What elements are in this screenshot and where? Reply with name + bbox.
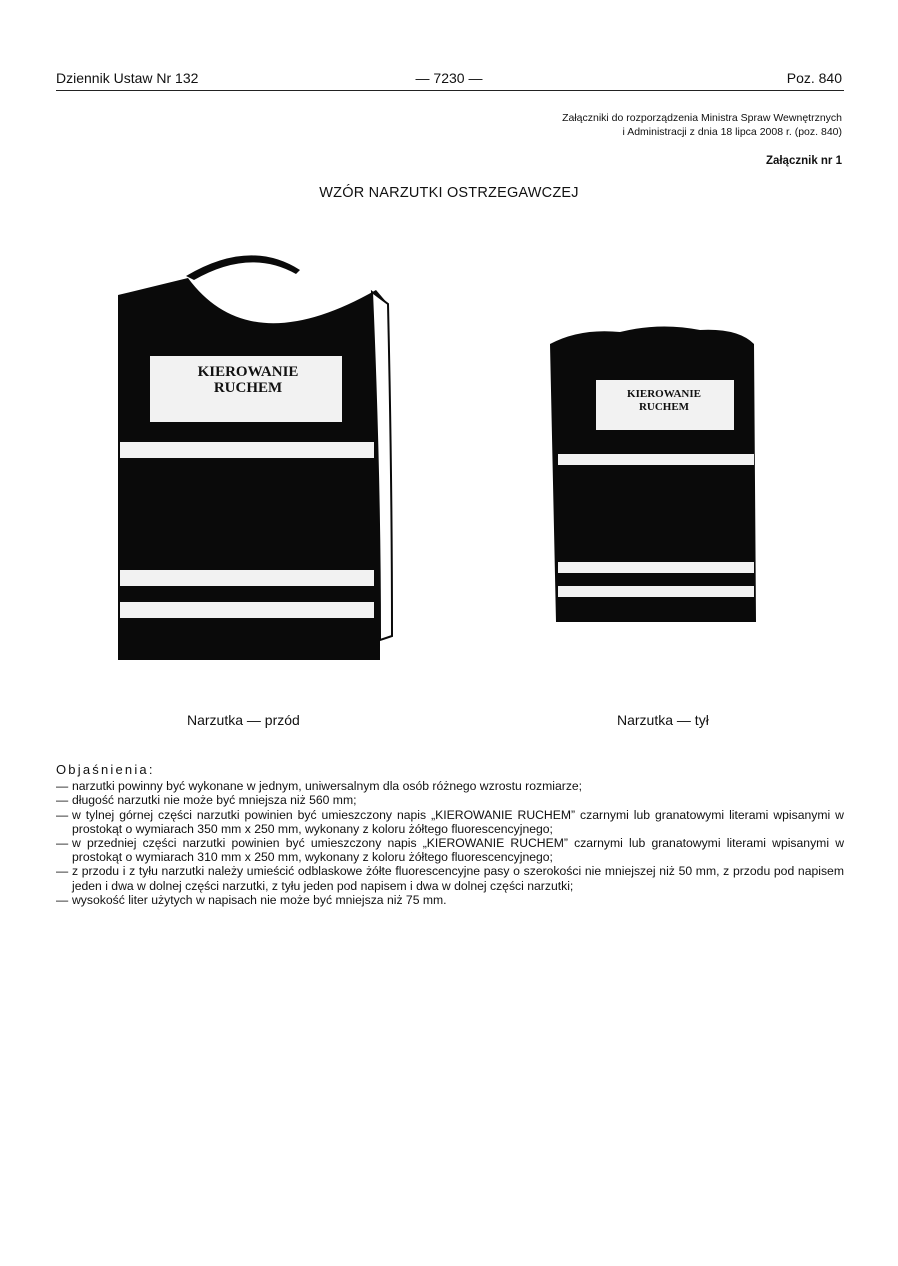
list-dash: — bbox=[56, 892, 69, 907]
explanations-heading: Objaśnienia: bbox=[56, 762, 155, 777]
list-item bbox=[56, 779, 844, 793]
explanations-section bbox=[56, 763, 844, 907]
explanations-list bbox=[56, 779, 844, 907]
list-dash: — bbox=[56, 793, 69, 808]
back-vest-caption: Narzutka — tył bbox=[617, 712, 709, 728]
list-item-text: wysokość liter użytych w napisach nie może być mniejsza niż 75 mm. bbox=[72, 892, 447, 907]
list-item-text: z przodu i z tyłu narzutki należy umieścić odblaskowe żółte fluorescencyjne pasy o szerokości nie mniejszej niż 50 mm, z przodu pod napisem jeden i dwa w dolnej części narzutki, z tyłu jeden pod napisem i dwa w dolnej części narzutki; bbox=[72, 864, 844, 893]
list-item-text: długość narzutki nie może być mniejsza niż 560 mm; bbox=[72, 793, 357, 808]
list-item bbox=[56, 836, 844, 864]
attachments-note-line-1: Załączniki do rozporządzenia Ministra Spraw Wewnętrznych bbox=[562, 112, 842, 124]
front-reflective-stripe-lower-1 bbox=[120, 570, 374, 586]
front-reflective-stripe-upper bbox=[120, 442, 374, 458]
page-number: — 7230 — bbox=[415, 70, 483, 86]
list-dash: — bbox=[56, 807, 69, 822]
list-item bbox=[56, 893, 844, 907]
list-item-text: narzutki powinny być wykonane w jednym, uniwersalnym dla osób różnego wzrostu rozmiarze; bbox=[72, 779, 583, 794]
attachments-note-line-2: i Administracji z dnia 18 lipca 2008 r. (poz. 840) bbox=[622, 125, 842, 138]
list-item bbox=[56, 864, 844, 892]
journal-title: Dziennik Ustaw Nr 132 bbox=[56, 70, 199, 86]
list-item bbox=[56, 808, 844, 836]
list-item-text: w tylnej górnej części narzutki powinien być umieszczony napis „KIEROWANIE RUCHEM” czarnymi lub granatowymi literami wpisanymi w prostokąt o wymiarach 350 mm x 250 mm, wykonany z koloru żółtego fluorescencyjnego; bbox=[72, 807, 844, 836]
header-divider bbox=[56, 90, 844, 91]
list-dash: — bbox=[56, 836, 69, 851]
front-label-line-1: KIEROWANIE bbox=[197, 364, 299, 380]
front-vest-collar bbox=[186, 255, 300, 280]
back-vest-body bbox=[550, 326, 756, 622]
attachments-note bbox=[442, 112, 842, 139]
page-title: WZÓR NARZUTKI OSTRZEGAWCZEJ bbox=[319, 185, 579, 201]
back-reflective-stripe-lower-2 bbox=[558, 586, 754, 597]
back-reflective-stripe-lower-1 bbox=[558, 562, 754, 573]
back-vest-illustration bbox=[550, 326, 756, 622]
front-vest-illustration bbox=[118, 255, 392, 660]
back-label-line-1: KIEROWANIE bbox=[627, 388, 701, 400]
front-vest-caption: Narzutka — przód bbox=[187, 712, 300, 728]
list-item-text: w przedniej części narzutki powinien być umieszczony napis „KIEROWANIE RUCHEM” czarnymi lub granatowymi literami wpisanymi w prostokąt o wymiarach 310 mm x 250 mm, wykonany z koloru żółtego fluorescencyjnego; bbox=[72, 836, 844, 865]
back-reflective-stripe-upper bbox=[558, 454, 754, 465]
position-number: Poz. 840 bbox=[786, 70, 842, 86]
front-label-line-2: RUCHEM bbox=[213, 380, 283, 396]
back-label-line-2: RUCHEM bbox=[638, 401, 690, 413]
front-reflective-stripe-lower-2 bbox=[120, 602, 374, 618]
list-item bbox=[56, 793, 844, 807]
list-dash: — bbox=[56, 864, 69, 879]
annex-label: Załącznik nr 1 bbox=[765, 155, 842, 167]
vest-illustrations bbox=[0, 240, 898, 680]
list-dash: — bbox=[56, 779, 69, 794]
